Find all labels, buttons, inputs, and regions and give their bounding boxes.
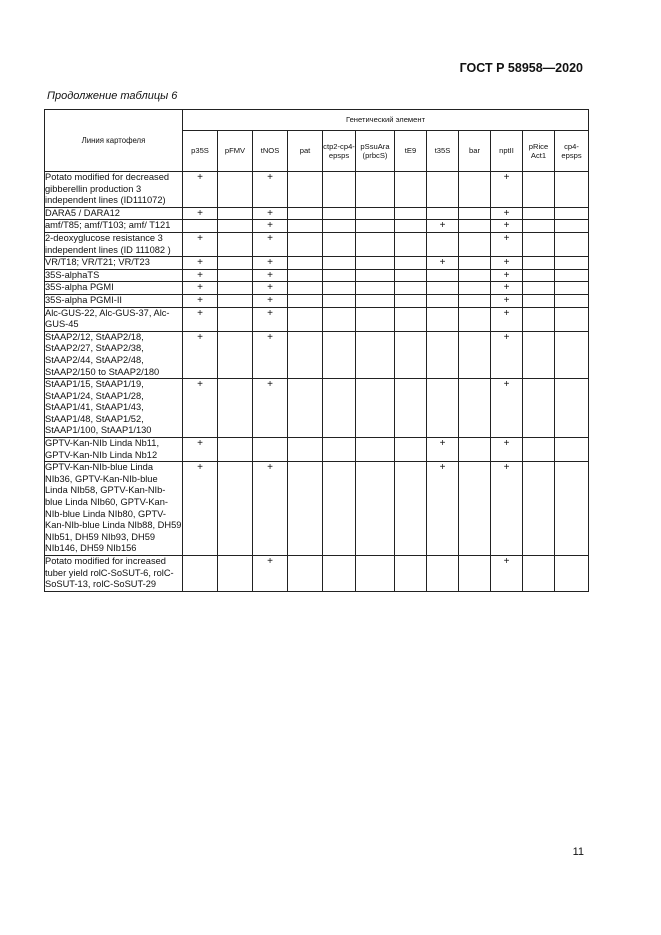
element-presence-cell [323,257,356,270]
element-presence-cell: + [183,462,218,556]
table-row [45,257,589,270]
element-presence-cell [459,331,491,378]
element-presence-cell [555,220,589,233]
element-presence-cell: + [183,331,218,378]
element-presence-cell [395,556,427,592]
element-presence-cell [356,269,395,282]
element-presence-cell [218,556,253,592]
element-presence-cell [288,257,323,270]
potato-line-name: StAAP2/12, StAAP2/18, StAAP2/27, StAAP2/38, StAAP2/44, StAAP2/48, StAAP2/150 to StAAP2/180 [45,331,183,378]
table-row [45,462,589,556]
element-presence-cell [356,232,395,256]
element-presence-cell [356,556,395,592]
gene-header: ctp2-cp4-epsps [323,131,356,172]
element-presence-cell: + [253,257,288,270]
element-presence-cell [395,232,427,256]
element-presence-cell [555,232,589,256]
element-presence-cell [288,331,323,378]
element-presence-cell: + [253,331,288,378]
table-row [45,220,589,233]
element-presence-cell [218,438,253,462]
element-presence-cell [218,269,253,282]
element-presence-cell [288,294,323,307]
element-presence-cell [356,307,395,331]
table-row [45,232,589,256]
element-presence-cell [288,232,323,256]
potato-line-name: StAAP1/15, StAAP1/19, StAAP1/24, StAAP1/28, StAAP1/41, StAAP1/43, StAAP1/48, StAAP1/52, StAAP1/100, StAAP1/130 [45,379,183,438]
element-presence-cell [253,438,288,462]
element-presence-cell [459,556,491,592]
element-presence-cell [523,172,555,208]
table-row [45,282,589,295]
element-presence-cell [323,172,356,208]
element-presence-cell: + [183,438,218,462]
element-presence-cell [395,172,427,208]
element-presence-cell [323,307,356,331]
element-presence-cell [555,556,589,592]
element-presence-cell: + [183,232,218,256]
element-presence-cell: + [253,282,288,295]
gene-header: tE9 [395,131,427,172]
element-presence-cell: + [183,294,218,307]
element-presence-cell: + [491,307,523,331]
potato-line-name: amf/T85; amf/T103; amf/ T121 [45,220,183,233]
element-presence-cell: + [491,172,523,208]
element-presence-cell [523,307,555,331]
element-presence-cell [427,294,459,307]
element-presence-cell [356,282,395,295]
element-presence-cell [323,462,356,556]
table-body [45,172,589,592]
gene-header: tNOS [253,131,288,172]
element-presence-cell: + [253,232,288,256]
element-presence-cell [356,462,395,556]
element-presence-cell [555,307,589,331]
table-row [45,207,589,220]
element-presence-cell [555,207,589,220]
element-presence-cell [395,462,427,556]
element-presence-cell: + [253,220,288,233]
gene-header: pRice Act1 [523,131,555,172]
element-presence-cell [459,379,491,438]
element-presence-cell: + [183,269,218,282]
element-presence-cell [395,207,427,220]
element-presence-cell [555,282,589,295]
element-presence-cell [427,556,459,592]
element-presence-cell [555,172,589,208]
element-presence-cell [323,282,356,295]
element-presence-cell [323,207,356,220]
element-presence-cell [523,438,555,462]
element-presence-cell: + [253,269,288,282]
element-presence-cell [523,232,555,256]
table-row [45,379,589,438]
element-presence-cell [459,220,491,233]
element-presence-cell: + [491,331,523,378]
element-presence-cell [395,331,427,378]
element-presence-cell [323,232,356,256]
element-presence-cell [218,282,253,295]
element-presence-cell [356,379,395,438]
element-presence-cell [288,438,323,462]
element-presence-cell [459,282,491,295]
table-row [45,294,589,307]
element-presence-cell [356,220,395,233]
potato-line-name: Potato modified for decreased gibberellin production 3 independent lines (ID111072) [45,172,183,208]
gene-header: bar [459,131,491,172]
element-presence-cell: + [491,462,523,556]
element-presence-cell [218,379,253,438]
element-presence-cell: + [491,294,523,307]
element-presence-cell: + [253,379,288,438]
table-row [45,438,589,462]
element-presence-cell [459,269,491,282]
element-presence-cell [218,207,253,220]
element-presence-cell [288,269,323,282]
page-number: 11 [572,846,584,858]
table-caption: Продолжение таблицы 6 [47,90,178,102]
gene-header: t35S [427,131,459,172]
element-presence-cell: + [183,282,218,295]
element-presence-cell: + [183,172,218,208]
gene-header: pat [288,131,323,172]
element-presence-cell [218,257,253,270]
element-presence-cell [523,220,555,233]
element-presence-cell: + [491,220,523,233]
potato-line-name: GPTV-Kan-NIb Linda Nb11, GPTV-Kan-NIb Linda Nb12 [45,438,183,462]
element-presence-cell [323,294,356,307]
gene-header: pSsuAra (prbcS) [356,131,395,172]
element-presence-cell [523,282,555,295]
element-presence-cell [218,462,253,556]
potato-line-name: DARA5 / DARA12 [45,207,183,220]
element-presence-cell [459,257,491,270]
element-presence-cell [356,172,395,208]
element-presence-cell: + [253,307,288,331]
gene-header: cp4-epsps [555,131,589,172]
element-presence-cell [288,220,323,233]
potato-line-name: 35S-alpha PGMI-II [45,294,183,307]
element-presence-cell [288,462,323,556]
element-presence-cell: + [253,556,288,592]
element-presence-cell: + [183,207,218,220]
element-presence-cell [523,207,555,220]
element-presence-cell: + [253,207,288,220]
element-presence-cell: + [491,282,523,295]
element-presence-cell [356,207,395,220]
element-presence-cell [427,207,459,220]
element-presence-cell [356,294,395,307]
potato-line-name: GPTV-Kan-NIb-blue Linda NIb36, GPTV-Kan-NIb-blue Linda NIb58, GPTV-Kan-NIb-blue Linda NIb60, GPTV-Kan-NIb-blue Linda NIb80, GPTV-Kan-NIb-blue Linda NIb88, DH59 NIb51, DH59 NIb93, DH59 NIb146, DH59 NIb156 [45,462,183,556]
element-presence-cell [427,307,459,331]
element-presence-cell [356,331,395,378]
element-presence-cell [459,294,491,307]
element-presence-cell: + [427,438,459,462]
element-presence-cell: + [427,257,459,270]
element-presence-cell [555,438,589,462]
table-row [45,556,589,592]
element-presence-cell [218,172,253,208]
element-presence-cell [555,257,589,270]
element-presence-cell [218,294,253,307]
element-presence-cell [427,232,459,256]
element-presence-cell: + [253,172,288,208]
element-presence-cell [523,331,555,378]
element-presence-cell [555,269,589,282]
element-presence-cell: + [183,307,218,331]
element-presence-cell [523,556,555,592]
gene-header: p35S [183,131,218,172]
element-presence-cell: + [491,269,523,282]
element-presence-cell [523,294,555,307]
element-presence-cell [288,282,323,295]
gene-header: pFMV [218,131,253,172]
element-presence-cell: + [491,207,523,220]
element-presence-cell [288,556,323,592]
element-presence-cell [427,379,459,438]
element-presence-cell: + [183,379,218,438]
element-presence-cell: + [253,462,288,556]
element-presence-cell [183,556,218,592]
element-presence-cell [459,207,491,220]
element-presence-cell [523,269,555,282]
element-presence-cell [395,307,427,331]
element-presence-cell [523,379,555,438]
element-presence-cell [288,207,323,220]
table-row [45,172,589,208]
element-presence-cell [523,462,555,556]
element-presence-cell [288,172,323,208]
element-presence-cell [395,282,427,295]
potato-line-header: Линия картофеля [45,110,183,172]
element-presence-cell [459,307,491,331]
potato-line-name: 2-deoxyglucose resistance 3 independent lines (ID 111082 ) [45,232,183,256]
element-presence-cell [218,331,253,378]
table-row [45,307,589,331]
element-presence-cell [288,307,323,331]
element-presence-cell [427,331,459,378]
element-presence-cell: + [253,294,288,307]
element-presence-cell [356,257,395,270]
element-presence-cell [323,220,356,233]
element-presence-cell [323,438,356,462]
potato-line-name: Alc-GUS-22, Alc-GUS-37, Alc-GUS-45 [45,307,183,331]
element-presence-cell: + [491,379,523,438]
genetic-element-header: Генетический элемент [183,110,589,131]
element-presence-cell [555,462,589,556]
element-presence-cell [427,172,459,208]
element-presence-cell: + [427,220,459,233]
potato-line-name: 35S-alpha PGMI [45,282,183,295]
element-presence-cell [523,257,555,270]
element-presence-cell [218,220,253,233]
gene-header: nptII [491,131,523,172]
element-presence-cell: + [427,462,459,556]
element-presence-cell [459,438,491,462]
element-presence-cell [356,438,395,462]
element-presence-cell [395,294,427,307]
table-row [45,331,589,378]
element-presence-cell [323,556,356,592]
element-presence-cell [395,257,427,270]
element-presence-cell [395,220,427,233]
potato-line-name: VR/T18; VR/T21; VR/T23 [45,257,183,270]
element-presence-cell [427,282,459,295]
element-presence-cell [323,379,356,438]
element-presence-cell [555,379,589,438]
element-presence-cell: + [491,438,523,462]
element-presence-cell [218,232,253,256]
table-row [45,269,589,282]
element-presence-cell [459,172,491,208]
element-presence-cell: + [491,257,523,270]
potato-line-name: Potato modified for increased tuber yield rolC-SoSUT-6, rolC-SoSUT-13, rolC-SoSUT-29 [45,556,183,592]
element-presence-cell [323,331,356,378]
element-presence-cell [218,307,253,331]
element-presence-cell [427,269,459,282]
standard-number: ГОСТ Р 58958—2020 [459,61,583,75]
potato-line-name: 35S-alphaTS [45,269,183,282]
element-presence-cell: + [491,232,523,256]
genetic-elements-table [44,109,589,592]
element-presence-cell [395,269,427,282]
element-presence-cell [459,232,491,256]
element-presence-cell [183,220,218,233]
element-presence-cell [395,379,427,438]
element-presence-cell [459,462,491,556]
element-presence-cell: + [491,556,523,592]
element-presence-cell [555,294,589,307]
element-presence-cell [323,269,356,282]
element-presence-cell [555,331,589,378]
element-presence-cell: + [183,257,218,270]
element-presence-cell [288,379,323,438]
element-presence-cell [395,438,427,462]
